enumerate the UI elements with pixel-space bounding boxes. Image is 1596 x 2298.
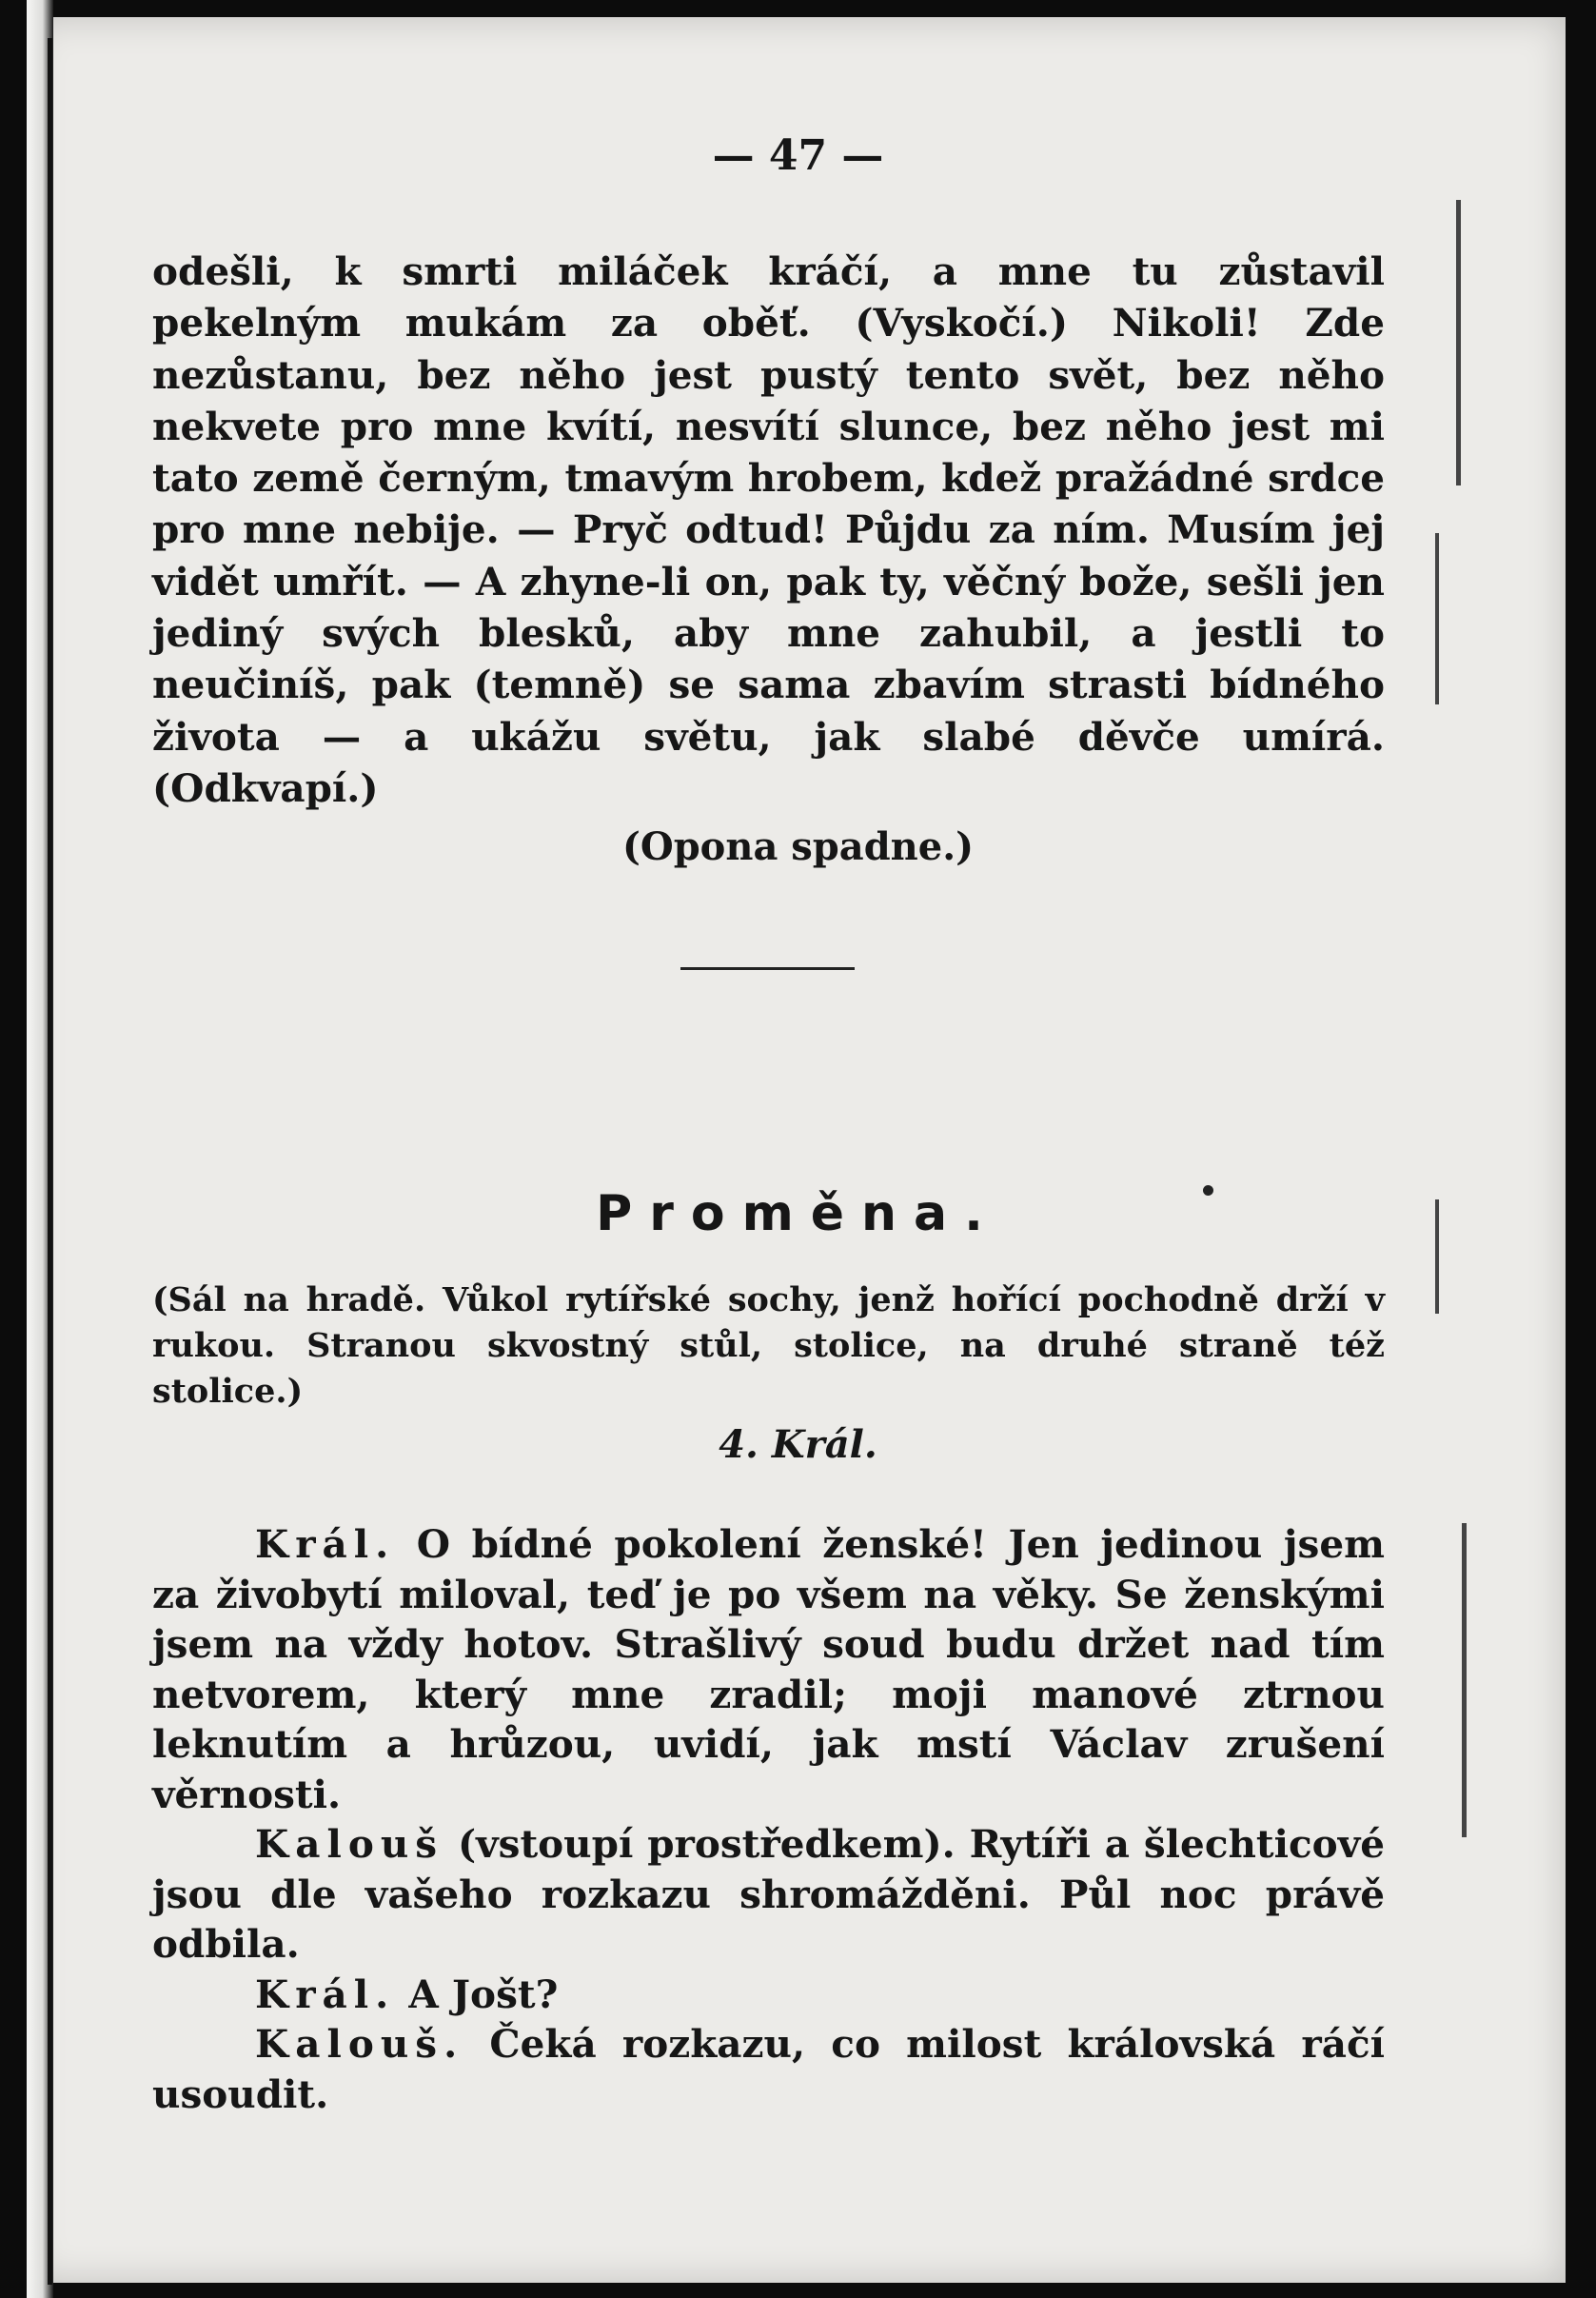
speaker-name: Kalouš — [255, 1821, 444, 1867]
monologue-paragraph: odešli, k smrti miláček kráčí, a mne tu zůstavil pekelným mukám za oběť. (Vyskočí.) Nikoli! Zde nezůstanu, bez něho jest pustý tento svět, bez něho nekvete pro mne kvítí, nesvítí slunce, bez něho jest mi tato země černým, tmavým hrobem, kdež pražádné srdce pro mne nebije. — Pryč odtud! Půjdu za ním. Musím jej vidět umřít. — A zhyne-li on, pak ty, věčný bože, sešli jen jediný svých blesků, aby mne zahubil, a jestli to neučiníš, pak (temně) se sama zbavím strasti bídného života — a ukážu světu, jak slabé děvče umírá. (Odkvapí.) — [152, 248, 1385, 811]
speech-text: (vstoupí prostředkem). Rytíři a šlechticové jsou dle vašeho rozkazu shromážděni. Půl noc právě odbila. — [152, 1821, 1385, 1967]
dialogue-line — [152, 1519, 1385, 1819]
margin-mark — [1462, 1523, 1467, 1837]
scan-border — [1575, 0, 1596, 2298]
dialogue-line — [152, 1819, 1385, 1970]
scene-heading: 4. Král. — [719, 1422, 877, 1467]
speaker-name: Kalouš. — [255, 2021, 464, 2067]
speaker-name: Král. — [255, 1521, 396, 1567]
section-divider — [680, 967, 855, 970]
dialogue-block — [152, 1519, 1385, 2119]
speaker-name: Král. — [255, 1971, 396, 2017]
margin-mark — [1435, 533, 1439, 704]
dialogue-line — [152, 1970, 1385, 2020]
speech-text: O bídné pokolení ženské! Jen jedinou jsem za živobytí miloval, teď je po všem na věky. Se ženskými jsem na vždy hotov. Strašlivý soud budu držet nad tím netvorem, který mne zradil; moji manové ztrnou leknutím a hrůzou, uvidí, jak mstí Václav zrušení věrnosti. — [152, 1521, 1385, 1817]
section-title: Proměna. — [596, 1185, 1000, 1242]
speech-text: Čeká rozkazu, co milost královská ráčí usoudit. — [152, 2021, 1385, 2117]
curtain-direction: (Opona spadne.) — [621, 824, 975, 869]
stage-direction-block — [152, 1278, 1385, 1415]
book-spine-edge — [48, 38, 52, 2285]
closing-monologue — [152, 246, 1385, 814]
stage-direction: (Sál na hradě. Vůkol rytířské sochy, jenž hořící pochodně drží v rukou. Stranou skvostný stůl, stolice, na druhé straně též stolice.) — [152, 1280, 1385, 1411]
margin-mark — [1456, 200, 1461, 485]
dialogue-line — [152, 2019, 1385, 2119]
speech-text: A Jošt? — [408, 1971, 559, 2017]
page-number: — 47 — — [712, 131, 884, 180]
